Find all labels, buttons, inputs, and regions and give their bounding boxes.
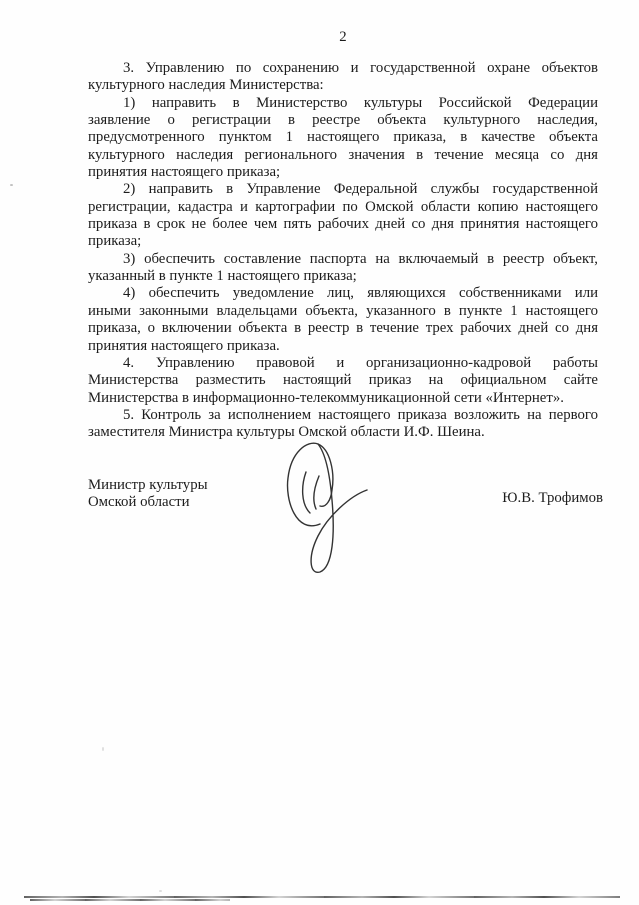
text-line: 4) обеспечить уведомление лиц, являющихся собственниками или: [123, 285, 598, 302]
text-line: культурного наследия Министерства:: [88, 77, 324, 94]
text-line: 1) направить в Министерство культуры Российской Федерации: [123, 94, 598, 111]
text-line: регистрации, кадастра и картографии по Омской области копию настоящего: [88, 198, 598, 215]
text-line: 2) направить в Управление Федеральной службы государственной: [123, 181, 598, 198]
text-line: приказа, о включении объекта в реестр в течение трех рабочих дней со дня: [88, 320, 598, 337]
text-line: приказа в срок не более чем пять рабочих дней со дня принятия настоящего: [88, 216, 598, 233]
text-line: принятия настоящего приказа;: [88, 164, 281, 181]
text-line: 5. Контроль за исполнением настоящего приказа возложить на первого: [123, 406, 598, 423]
paragraph-subitem-2: [88, 181, 598, 250]
paragraph-subitem-4: [88, 285, 598, 354]
handwritten-signature-icon: [276, 438, 396, 583]
text-line: 4. Управлению правовой и организационно-кадровой работы: [123, 354, 598, 371]
text-line: культурного наследия регионального значения в течение месяца со дня: [88, 146, 598, 163]
text-line: 3. Управлению по сохранению и государственной охране объектов: [123, 60, 598, 76]
document-body: [88, 60, 598, 442]
signer-title-line: Омской области: [88, 494, 190, 511]
scan-speck: [10, 184, 13, 186]
text-line: принятия настоящего приказа.: [88, 337, 280, 354]
text-line: предусмотренного пунктом 1 настоящего приказа, в качестве объекта: [88, 129, 598, 146]
paragraph-subitem-1: [88, 95, 598, 182]
text-line: заявление о регистрации в реестре объекта культурного наследия,: [88, 112, 598, 129]
paragraph-item-5: [88, 407, 598, 442]
scan-speck: [159, 890, 162, 892]
text-line: Министерства в информационно-телекоммуникационной сети «Интернет».: [88, 389, 564, 406]
signer-title-line: Министр культуры: [88, 477, 208, 493]
paragraph-item-4: [88, 355, 598, 407]
scan-artifact-line-secondary: [30, 899, 230, 901]
text-line: 3) обеспечить составление паспорта на включаемый в реестр объект,: [123, 250, 598, 267]
text-line: иными законными владельцами объекта, указанного в пункте 1 настоящего: [88, 302, 598, 319]
text-line: заместителя Министра культуры Омской области И.Ф. Шеина.: [88, 424, 485, 441]
page-number: 2: [339, 29, 347, 45]
paragraph-subitem-3: [88, 251, 598, 286]
text-line: указанный в пункте 1 настоящего приказа;: [88, 268, 357, 285]
signer-name: Ю.В. Трофимов: [502, 490, 603, 506]
signer-title: [88, 477, 208, 512]
paragraph-item-3: [88, 60, 598, 95]
scan-speck: [102, 747, 104, 751]
scan-artifact-line: [24, 896, 620, 898]
text-line: приказа;: [88, 233, 142, 250]
text-line: Министерства разместить настоящий приказ на официальном сайте: [88, 372, 598, 389]
